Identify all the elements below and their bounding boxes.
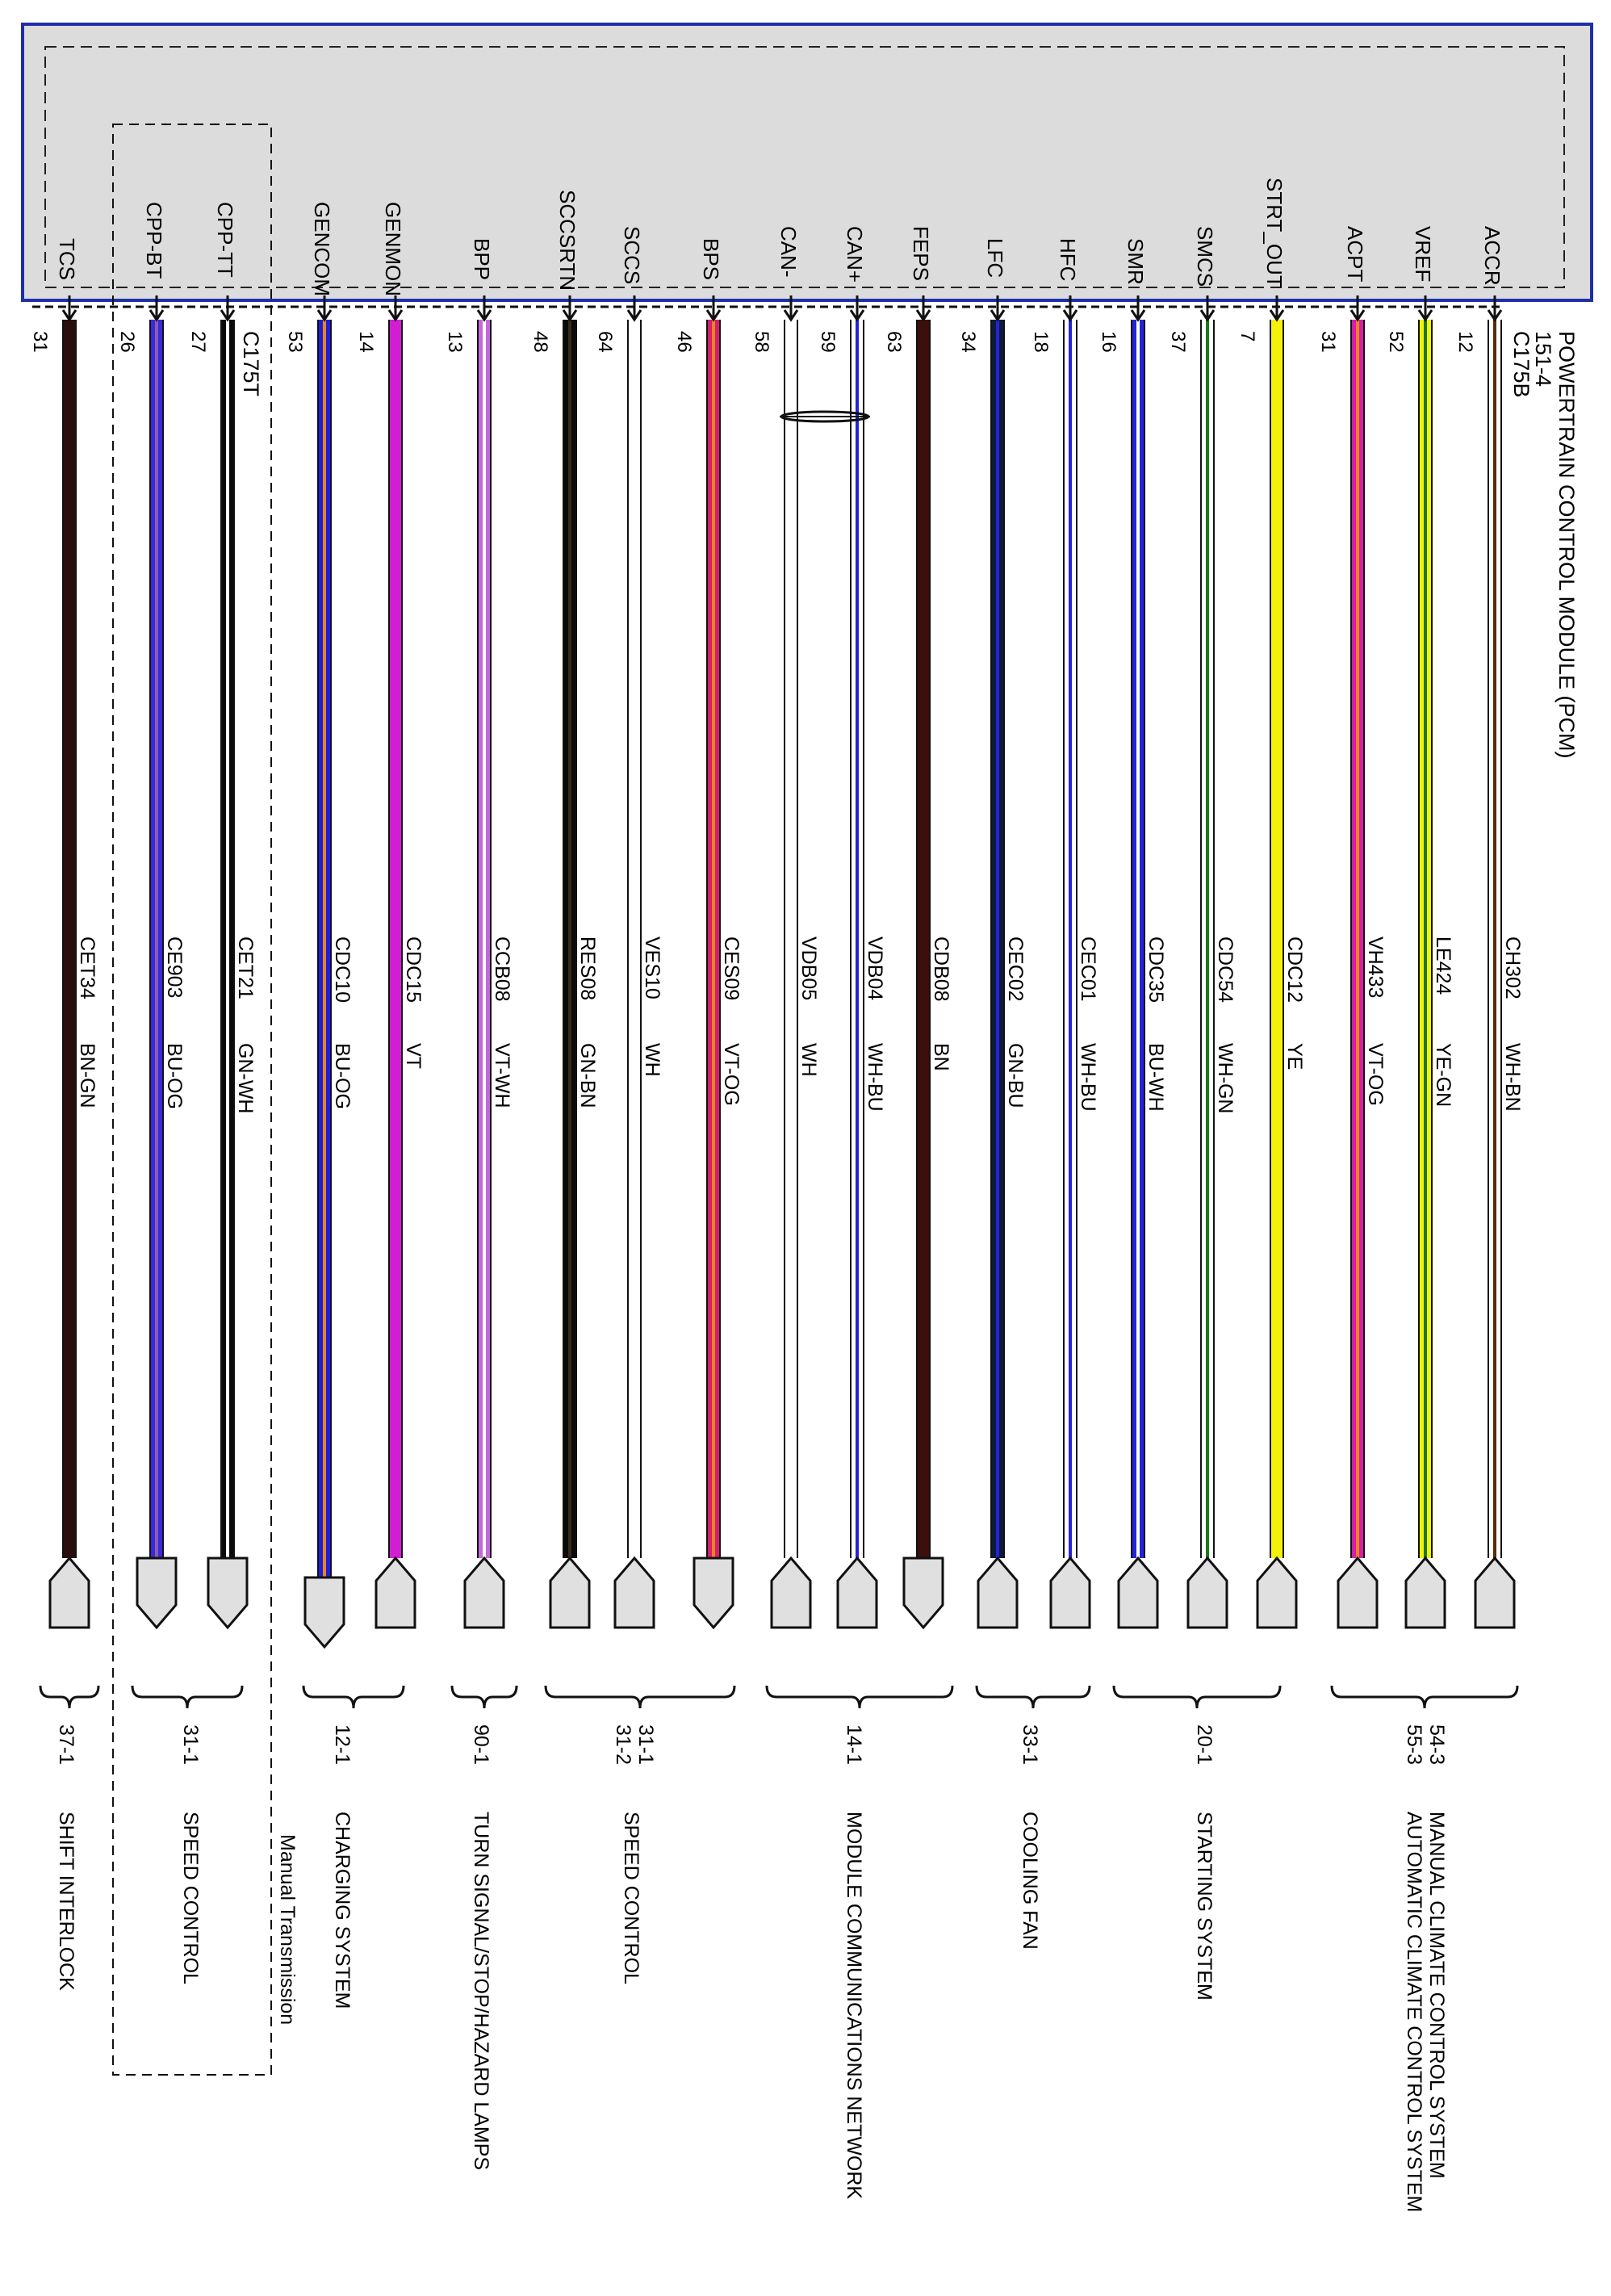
pin-name: HFC [1056,238,1080,282]
connector-plug-icon [137,1558,176,1628]
wire-color-code: GN-WH [234,1043,257,1114]
wire-can- [751,226,820,1628]
circuit-id: CDC54 [1214,936,1236,1003]
page-ref: 20-1 [1193,1724,1216,1766]
wire-color-code: GN-BU [1004,1043,1027,1108]
wire-tracer [226,320,229,1558]
pin-number: 63 [883,331,905,353]
connector-plug-icon [50,1558,89,1628]
wire-tracer [1356,320,1359,1558]
circuit-id: CDC15 [402,936,425,1003]
wire-strt-out [1236,178,1306,1628]
wire-color-code: BU-WH [1144,1043,1167,1112]
connector-plug-icon [1406,1558,1445,1628]
connector-plug-icon [305,1577,344,1647]
module-title: POWERTRAIN CONTROL MODULE (PCM) [1555,331,1579,759]
wire-color-code: BN [930,1043,952,1071]
wire-tracer [1424,320,1427,1558]
wire-color-code: VT [402,1043,425,1069]
connector-plug-icon [615,1558,654,1628]
wire-genmon [355,202,425,1628]
system-label: SHIFT INTERLOCK [55,1812,77,1991]
grouping-brace [1332,1686,1517,1708]
wire-cpp-tt [187,202,257,1628]
circuit-id: VDB04 [864,936,886,1001]
wire-tracer [1206,320,1209,1558]
wire-tracer [1069,320,1072,1558]
circuit-id: CH302 [1501,936,1524,999]
wire-body [64,320,75,1558]
circuit-id: CEC01 [1077,936,1099,1002]
page-ref: 31-1 [179,1724,202,1766]
pin-name: CAN- [776,226,801,278]
pin-name: FEPS [909,226,933,281]
page-ref: 33-1 [1019,1724,1041,1766]
pin-number: 7 [1236,331,1258,342]
pin-name: VREF [1411,226,1435,283]
connector-plug-icon [694,1558,733,1628]
destination-7 [303,1686,404,2009]
connector-plug-icon [1338,1558,1377,1628]
wire-sccsrtn [529,190,599,1628]
wire-vref [1385,226,1454,1628]
pin-number: 64 [594,331,616,353]
manual-transmission-label: Manual Transmission [276,1834,299,2026]
pin-name: GENCOM [310,202,334,296]
wire-tracer [996,320,999,1558]
connector-plug-icon [1475,1558,1514,1628]
system-label: COOLING FAN [1019,1812,1041,1950]
wire-color-code: WH-BU [1077,1043,1099,1112]
circuit-id: RES08 [576,936,599,1001]
pin-name: STRT_OUT [1262,178,1287,288]
pin-name: ACPT [1343,226,1367,283]
destination-2 [1114,1686,1280,2001]
wire-can- [817,226,886,1628]
pin-name: CAN+ [843,226,867,283]
pin-name: SMCS [1193,226,1217,287]
wire-tcs [29,238,98,1628]
wire-color-code: WH-BU [864,1043,886,1112]
pin-number: 14 [355,331,377,353]
page-ref: 54-3 [1425,1724,1448,1766]
wire-color-code: WH-GN [1214,1043,1236,1114]
circuit-id: CES09 [720,936,743,1001]
system-label: MODULE COMMUNICATIONS NETWORK [843,1812,865,2200]
connector-c175t: C175T [239,331,263,397]
circuit-id: CET21 [234,936,257,999]
pin-number: 18 [1030,331,1052,353]
wires-layer [29,178,1524,1647]
wire-tracer [323,320,326,1577]
grouping-brace [303,1686,404,1708]
wire-color-code: YE [1283,1043,1306,1070]
pin-name: SCCS [620,226,644,285]
destination-8 [132,1686,242,1984]
connector-plug-icon [978,1558,1017,1628]
wire-color-code: VT-OG [720,1043,743,1106]
wire-color-code: VT-WH [491,1043,513,1108]
wire-feps [883,226,952,1628]
wire-bps [673,238,743,1628]
wire-tracer [155,320,158,1558]
wire-gencom [284,202,354,1647]
connector-plug-icon [465,1558,504,1628]
grouping-brace [977,1686,1090,1708]
system-label: SPEED CONTROL [620,1812,642,1984]
destination-6 [452,1686,517,2170]
system-label: SPEED CONTROL [179,1812,202,1984]
page-ref-2: 31-2 [612,1724,634,1766]
wire-body [390,320,401,1558]
pin-number: 13 [444,331,466,353]
wire-tracer [568,320,571,1558]
page-ref: 31-1 [634,1724,657,1766]
wire-lfc [957,238,1027,1628]
pin-number: 37 [1167,331,1189,353]
destination-9 [40,1686,98,1991]
pin-number: 58 [751,331,772,353]
pin-name: TCS [55,238,79,280]
pin-number: 31 [1317,331,1339,353]
pin-name: CPP-TT [213,202,237,278]
wire-hfc [1030,238,1099,1628]
circuit-id: VH433 [1364,936,1387,999]
circuit-id: LE424 [1432,936,1454,995]
wire-tracer [1136,320,1140,1558]
circuit-id: CDC35 [1144,936,1167,1003]
system-label-2: AUTOMATIC CLIMATE CONTROL SYSTEM [1403,1812,1425,2213]
page-ref: 37-1 [55,1724,77,1766]
circuit-id: VES10 [641,936,663,999]
page-ref: 14-1 [843,1724,865,1766]
wire-tracer [483,320,486,1558]
pin-number: 52 [1385,331,1407,353]
connector-plug-icon [838,1558,877,1628]
destinations-layer [40,1686,1517,2212]
connector-plug-icon [772,1558,810,1628]
circuit-id: CEC02 [1004,936,1027,1002]
page-ref: 12-1 [331,1724,354,1766]
wire-sccs [594,226,663,1628]
pin-number: 27 [187,331,209,353]
grouping-brace [452,1686,517,1708]
circuit-id: CDC12 [1283,936,1306,1003]
destination-5 [546,1686,734,1984]
pin-number: 46 [673,331,695,353]
wire-smr [1098,238,1167,1628]
wire-tracer [1493,320,1496,1558]
pin-name: LFC [983,238,1007,279]
system-label: STARTING SYSTEM [1193,1812,1216,2001]
destination-1 [1332,1686,1517,2212]
page-ref-2: 55-3 [1403,1724,1425,1766]
connector-plug-icon [1119,1558,1157,1628]
grouping-brace [1114,1686,1280,1708]
connector-plug-icon [208,1558,247,1628]
pin-number: 16 [1098,331,1119,353]
pin-name: CPP-BT [142,202,166,279]
pin-number: 59 [817,331,839,353]
pin-name: SCCSRTN [555,190,580,291]
grouping-brace [132,1686,242,1708]
system-label: CHARGING SYSTEM [331,1812,354,2009]
wire-body [785,320,797,1558]
wire-color-code: WH [641,1043,663,1077]
circuit-id: VDB05 [797,936,820,1001]
wire-body [1271,320,1283,1558]
pin-number: 34 [957,331,979,353]
module-page-ref: 151-4 [1531,331,1555,388]
wire-smcs [1167,226,1236,1628]
destination-3 [977,1686,1090,1950]
destination-4 [767,1686,952,2199]
pin-number: 31 [29,331,51,353]
wire-color-code: WH [797,1043,820,1077]
connector-plug-icon [1051,1558,1090,1628]
wire-acpt [1317,226,1387,1628]
pin-name: ACCR [1480,226,1504,286]
circuit-id: CDC10 [331,936,354,1003]
grouping-brace [767,1686,952,1708]
wire-tracer [856,320,859,1558]
grouping-brace [40,1686,98,1708]
wire-tracer [712,320,715,1558]
pin-number: 53 [284,331,306,353]
wire-color-code: VT-OG [1364,1043,1387,1106]
wire-color-code: WH-BN [1501,1043,1524,1112]
pin-number: 48 [529,331,551,353]
circuit-id: CDB08 [930,936,952,1002]
connector-plug-icon [1257,1558,1296,1628]
connector-plug-icon [1188,1558,1227,1628]
wire-color-code: YE-GN [1432,1043,1454,1108]
page-ref: 90-1 [470,1724,492,1766]
system-label: TURN SIGNAL/STOP/HAZARD LAMPS [470,1812,492,2171]
wire-accr [1454,226,1524,1628]
wire-color-code: BN-GN [76,1043,98,1108]
connector-plug-icon [904,1558,943,1628]
pin-name: GENMON [381,202,405,296]
connector-plug-icon [550,1558,589,1628]
grouping-brace [546,1686,734,1708]
circuit-id: CE903 [163,936,186,999]
wire-cpp-bt [116,202,186,1628]
wire-bpp [444,238,513,1628]
pin-number: 26 [116,331,138,353]
connector-plug-icon [376,1558,415,1628]
wire-color-code: BU-OG [331,1043,354,1109]
wire-color-code: BU-OG [163,1043,186,1109]
system-label: MANUAL CLIMATE CONTROL SYSTEM [1425,1812,1448,2179]
pin-name: SMR [1124,238,1148,285]
wire-body [918,320,929,1558]
wire-color-code: GN-BN [576,1043,599,1108]
pin-name: BPS [699,238,723,281]
connector-c175b: C175B [1509,331,1534,398]
wire-body [629,320,640,1558]
pin-number: 12 [1454,331,1476,353]
circuit-id: CCB08 [491,936,513,1002]
circuit-id: CET34 [76,936,98,999]
pin-name: BPP [470,238,494,281]
